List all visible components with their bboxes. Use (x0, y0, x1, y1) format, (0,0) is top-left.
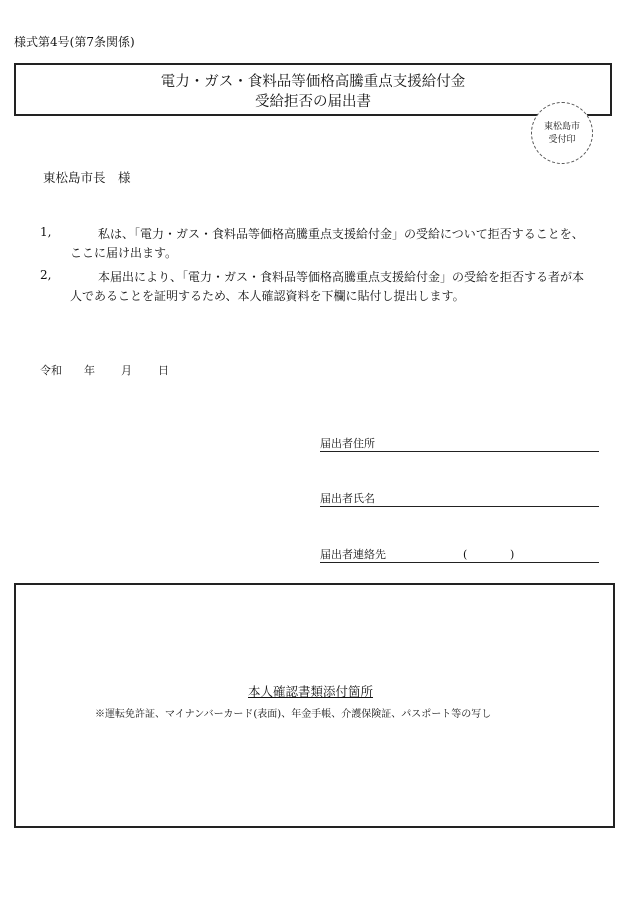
stamp-line-2: 受付印 (548, 135, 576, 145)
contact-field[interactable] (320, 548, 599, 563)
title-line-1: 電力・ガス・食料品等価格高騰重点支援給付金 (160, 74, 466, 90)
item-1-number: 1, (40, 225, 52, 239)
attachment-note: ※運転免許証、マイナンバーカード(表面)、年金手帳、介護保険証、パスポート等の写し (95, 709, 492, 720)
date-era: 令和 (40, 364, 62, 377)
name-field[interactable] (320, 492, 599, 507)
date-line (40, 362, 169, 378)
item-1-text: 私は、「電力・ガス・食料品等価格高騰重点支援給付金」の受給について拒否することを、ここに届け出ます。 (70, 227, 584, 260)
title-line-2: 受給拒否の届出書 (255, 94, 371, 110)
date-year-label: 年 (84, 364, 95, 377)
addressee: 東松島市長 様 (43, 170, 131, 185)
contact-label: 届出者連絡先 (320, 548, 386, 561)
item-2-number: 2, (40, 268, 52, 282)
title-box (14, 63, 612, 116)
name-label: 届出者氏名 (320, 492, 375, 505)
reception-stamp-circle (531, 102, 593, 164)
stamp-line-1: 東松島市 (543, 122, 580, 132)
item-2-text: 本届出により、「電力・ガス・食料品等価格高騰重点支援給付金」の受給を拒否する者が本人であることを証明するため、本人確認資料を下欄に貼付し提出します。 (70, 270, 585, 303)
date-month-label: 月 (121, 364, 132, 377)
contact-paren-close: ) (510, 548, 515, 561)
date-day-label: 日 (158, 364, 169, 377)
address-field[interactable] (320, 437, 599, 452)
contact-paren-open: ( (463, 548, 468, 561)
attachment-title: 本人確認書類添付箇所 (248, 684, 374, 699)
address-label: 届出者住所 (320, 437, 375, 450)
form-number: 様式第4号(第7条関係) (14, 35, 135, 49)
